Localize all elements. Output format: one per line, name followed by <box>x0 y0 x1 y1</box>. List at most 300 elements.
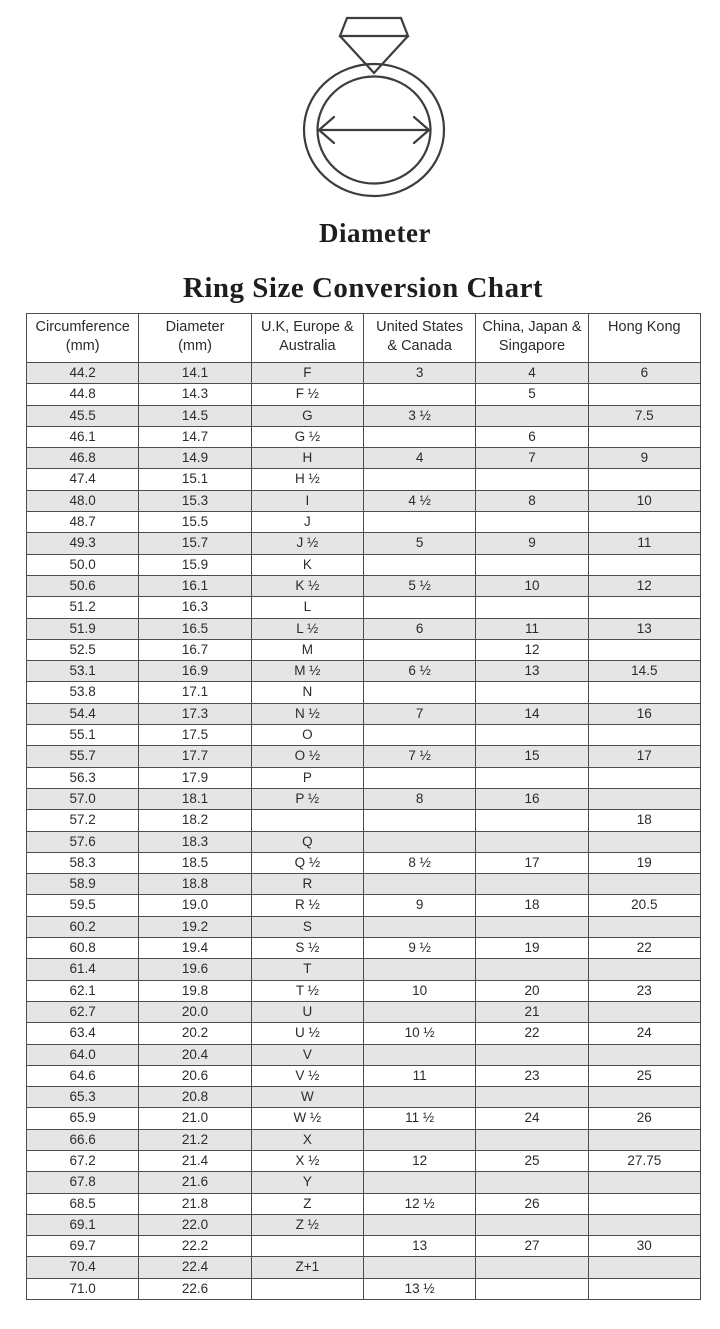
table-row <box>27 426 701 447</box>
table-cell: 8 <box>363 788 475 809</box>
table-cell: 22 <box>588 938 700 959</box>
table-cell: I <box>251 490 363 511</box>
table-cell <box>588 767 700 788</box>
table-cell: 22.6 <box>139 1278 251 1299</box>
table-cell: 24 <box>588 1023 700 1044</box>
table-cell <box>363 426 475 447</box>
table-cell <box>588 1129 700 1150</box>
table-cell <box>363 1087 475 1108</box>
table-cell: G <box>251 405 363 426</box>
table-cell: N <box>251 682 363 703</box>
table-cell: 18.3 <box>139 831 251 852</box>
ring-size-conversion-table <box>26 313 701 1300</box>
table-cell: 67.8 <box>27 1172 139 1193</box>
table-cell: 7 <box>363 703 475 724</box>
table-cell: 27.75 <box>588 1150 700 1171</box>
table-cell: 48.0 <box>27 490 139 511</box>
table-cell <box>363 725 475 746</box>
table-cell: 14.1 <box>139 363 251 384</box>
table-cell: H <box>251 448 363 469</box>
table-cell: 17.7 <box>139 746 251 767</box>
table-cell: U <box>251 1001 363 1022</box>
table-cell <box>476 512 588 533</box>
table-cell <box>476 597 588 618</box>
table-row <box>27 363 701 384</box>
table-row <box>27 1108 701 1129</box>
table-cell: U ½ <box>251 1023 363 1044</box>
table-row <box>27 469 701 490</box>
table-row <box>27 554 701 575</box>
table-cell: 15.5 <box>139 512 251 533</box>
table-row <box>27 916 701 937</box>
table-cell: 15.3 <box>139 490 251 511</box>
table-cell: 69.1 <box>27 1214 139 1235</box>
table-cell: X <box>251 1129 363 1150</box>
table-cell: 60.2 <box>27 916 139 937</box>
table-cell: 62.7 <box>27 1001 139 1022</box>
table-cell: 5 <box>476 384 588 405</box>
table-cell: S <box>251 916 363 937</box>
table-cell: 48.7 <box>27 512 139 533</box>
table-cell <box>476 1172 588 1193</box>
table-cell <box>588 512 700 533</box>
table-row <box>27 831 701 852</box>
table-cell: J <box>251 512 363 533</box>
table-cell: L ½ <box>251 618 363 639</box>
table-row <box>27 1172 701 1193</box>
table-cell: 10 <box>588 490 700 511</box>
table-cell: 14.5 <box>588 661 700 682</box>
table-row <box>27 405 701 426</box>
table-cell <box>363 1172 475 1193</box>
table-cell: 65.3 <box>27 1087 139 1108</box>
table-cell: 53.1 <box>27 661 139 682</box>
table-cell <box>363 831 475 852</box>
table-row <box>27 1257 701 1278</box>
table-cell: 13 <box>588 618 700 639</box>
table-cell: 26 <box>588 1108 700 1129</box>
table-cell: 57.0 <box>27 788 139 809</box>
table-cell: 22.2 <box>139 1236 251 1257</box>
table-cell: 47.4 <box>27 469 139 490</box>
table-row <box>27 788 701 809</box>
table-cell <box>363 597 475 618</box>
column-header: Circumference (mm) <box>27 314 139 363</box>
table-cell: L <box>251 597 363 618</box>
table-cell: 17 <box>588 746 700 767</box>
table-cell: 17.9 <box>139 767 251 788</box>
table-cell: 69.7 <box>27 1236 139 1257</box>
table-cell: Z <box>251 1193 363 1214</box>
table-cell <box>363 512 475 533</box>
table-cell: 49.3 <box>27 533 139 554</box>
table-cell: 66.6 <box>27 1129 139 1150</box>
table-row <box>27 1214 701 1235</box>
table-row <box>27 533 701 554</box>
diameter-arrow-icon <box>319 117 429 143</box>
table-cell <box>588 1193 700 1214</box>
table-cell: 19 <box>588 852 700 873</box>
table-cell <box>588 384 700 405</box>
table-cell <box>363 767 475 788</box>
table-cell: 63.4 <box>27 1023 139 1044</box>
table-cell: 9 <box>476 533 588 554</box>
table-row <box>27 767 701 788</box>
table-row <box>27 959 701 980</box>
table-cell: V ½ <box>251 1065 363 1086</box>
table-cell: G ½ <box>251 426 363 447</box>
table-cell: 19.4 <box>139 938 251 959</box>
table-cell: 17.3 <box>139 703 251 724</box>
table-cell: 44.2 <box>27 363 139 384</box>
table-row <box>27 725 701 746</box>
table-cell: 71.0 <box>27 1278 139 1299</box>
table-cell: 18.2 <box>139 810 251 831</box>
table-row <box>27 448 701 469</box>
table-cell: 16 <box>588 703 700 724</box>
table-cell: 46.1 <box>27 426 139 447</box>
table-cell: 12 <box>476 639 588 660</box>
table-cell: W ½ <box>251 1108 363 1129</box>
table-cell <box>363 810 475 831</box>
table-row <box>27 895 701 916</box>
table-cell <box>588 831 700 852</box>
table-cell <box>476 831 588 852</box>
table-cell: 50.6 <box>27 575 139 596</box>
ring-diagram <box>294 8 454 202</box>
table-cell: 16.1 <box>139 575 251 596</box>
table-cell: 20.4 <box>139 1044 251 1065</box>
table-cell <box>363 384 475 405</box>
table-cell <box>588 597 700 618</box>
table-cell: Q ½ <box>251 852 363 873</box>
table-cell: N ½ <box>251 703 363 724</box>
table-cell: 18.1 <box>139 788 251 809</box>
table-cell <box>251 1278 363 1299</box>
table-row <box>27 852 701 873</box>
table-row <box>27 810 701 831</box>
table-cell <box>476 1129 588 1150</box>
table-cell: 16 <box>476 788 588 809</box>
table-cell <box>476 1044 588 1065</box>
table-cell: 12 <box>363 1150 475 1171</box>
table-cell: 67.2 <box>27 1150 139 1171</box>
table-row <box>27 639 701 660</box>
table-cell <box>588 469 700 490</box>
table-cell: 4 ½ <box>363 490 475 511</box>
table-cell: O ½ <box>251 746 363 767</box>
table-cell: 11 ½ <box>363 1108 475 1129</box>
table-cell <box>588 1214 700 1235</box>
table-cell: 21.6 <box>139 1172 251 1193</box>
table-cell <box>363 1257 475 1278</box>
table-cell: 11 <box>363 1065 475 1086</box>
table-cell: 21.8 <box>139 1193 251 1214</box>
table-cell <box>251 810 363 831</box>
table-cell <box>476 1087 588 1108</box>
table-cell: Z ½ <box>251 1214 363 1235</box>
table-cell: 12 <box>588 575 700 596</box>
table-cell <box>588 639 700 660</box>
table-cell <box>476 916 588 937</box>
table-cell <box>251 1236 363 1257</box>
table-cell: H ½ <box>251 469 363 490</box>
column-header: Hong Kong <box>588 314 700 363</box>
table-cell: 46.8 <box>27 448 139 469</box>
table-cell <box>476 1214 588 1235</box>
table-cell <box>588 1044 700 1065</box>
table-cell: X ½ <box>251 1150 363 1171</box>
table-row <box>27 874 701 895</box>
table-cell: 56.3 <box>27 767 139 788</box>
table-cell <box>363 1129 475 1150</box>
table-cell: 23 <box>588 980 700 1001</box>
table-cell: 13 <box>363 1236 475 1257</box>
table-cell: 24 <box>476 1108 588 1129</box>
table-cell: 4 <box>476 363 588 384</box>
table-row <box>27 703 701 724</box>
table-cell: 14.5 <box>139 405 251 426</box>
table-cell: 20.6 <box>139 1065 251 1086</box>
table-cell: 9 <box>363 895 475 916</box>
table-cell: 50.0 <box>27 554 139 575</box>
table-cell: 14.7 <box>139 426 251 447</box>
table-cell: 8 ½ <box>363 852 475 873</box>
table-cell: 9 ½ <box>363 938 475 959</box>
table-cell <box>588 682 700 703</box>
table-cell: 25 <box>476 1150 588 1171</box>
table-cell <box>363 554 475 575</box>
table-cell <box>476 405 588 426</box>
table-cell: 22.0 <box>139 1214 251 1235</box>
table-cell: 6 <box>588 363 700 384</box>
table-row <box>27 1001 701 1022</box>
table-cell <box>588 1087 700 1108</box>
table-cell <box>588 959 700 980</box>
table-cell <box>588 426 700 447</box>
table-row <box>27 1193 701 1214</box>
table-cell <box>588 874 700 895</box>
diamond-ring-icon <box>294 8 454 202</box>
table-cell <box>363 682 475 703</box>
page-title: Ring Size Conversion Chart <box>182 272 544 304</box>
table-cell <box>476 554 588 575</box>
table-cell: 59.5 <box>27 895 139 916</box>
table-cell: 9 <box>588 448 700 469</box>
table-row <box>27 618 701 639</box>
table-cell <box>588 916 700 937</box>
table-cell: 22 <box>476 1023 588 1044</box>
table-cell: 16.5 <box>139 618 251 639</box>
table-cell: 51.9 <box>27 618 139 639</box>
table-cell: 61.4 <box>27 959 139 980</box>
table-cell: 7.5 <box>588 405 700 426</box>
table-cell: 15.7 <box>139 533 251 554</box>
table-cell: 10 <box>476 575 588 596</box>
table-cell: 25 <box>588 1065 700 1086</box>
table-cell: 57.2 <box>27 810 139 831</box>
table-cell <box>476 469 588 490</box>
table-cell <box>588 1278 700 1299</box>
table-row <box>27 384 701 405</box>
table-cell: 30 <box>588 1236 700 1257</box>
diagram-label: Diameter <box>319 218 431 248</box>
table-cell: 62.1 <box>27 980 139 1001</box>
table-cell <box>476 682 588 703</box>
table-cell <box>588 554 700 575</box>
table-row <box>27 938 701 959</box>
table-cell <box>476 1257 588 1278</box>
table-cell: 57.6 <box>27 831 139 852</box>
table-cell: 45.5 <box>27 405 139 426</box>
table-cell <box>476 810 588 831</box>
table-cell: 14 <box>476 703 588 724</box>
table-row <box>27 512 701 533</box>
table-row <box>27 1129 701 1150</box>
column-header: China, Japan & Singapore <box>476 314 588 363</box>
table-cell: O <box>251 725 363 746</box>
table-body <box>27 363 701 1300</box>
table-cell: 18 <box>588 810 700 831</box>
table-cell <box>363 959 475 980</box>
table-cell: 68.5 <box>27 1193 139 1214</box>
table-cell <box>588 1001 700 1022</box>
table-cell: 65.9 <box>27 1108 139 1129</box>
table-cell: 18 <box>476 895 588 916</box>
table-cell <box>476 1278 588 1299</box>
table-cell: 27 <box>476 1236 588 1257</box>
table-cell: 16.9 <box>139 661 251 682</box>
table-cell <box>363 1044 475 1065</box>
table-cell: T <box>251 959 363 980</box>
table-cell <box>476 874 588 895</box>
table-cell: 70.4 <box>27 1257 139 1278</box>
table-cell: 10 ½ <box>363 1023 475 1044</box>
table-cell: 15.9 <box>139 554 251 575</box>
table-cell: 20 <box>476 980 588 1001</box>
table-cell <box>363 639 475 660</box>
table-cell: 17.1 <box>139 682 251 703</box>
table-row <box>27 1065 701 1086</box>
table-cell <box>363 874 475 895</box>
table-cell: S ½ <box>251 938 363 959</box>
table-cell: 3 ½ <box>363 405 475 426</box>
table-cell: P <box>251 767 363 788</box>
table-cell: T ½ <box>251 980 363 1001</box>
table-cell: 18.8 <box>139 874 251 895</box>
table-cell <box>363 916 475 937</box>
table-row <box>27 1087 701 1108</box>
column-header: United States & Canada <box>363 314 475 363</box>
table-row <box>27 1044 701 1065</box>
table-cell: 18.5 <box>139 852 251 873</box>
table-cell: 14.9 <box>139 448 251 469</box>
table-cell: 11 <box>476 618 588 639</box>
table-cell: 16.3 <box>139 597 251 618</box>
table-row <box>27 1278 701 1299</box>
table-row <box>27 597 701 618</box>
table-cell <box>363 1001 475 1022</box>
table-cell: 21.4 <box>139 1150 251 1171</box>
table-cell: 3 <box>363 363 475 384</box>
table-cell: 64.0 <box>27 1044 139 1065</box>
table-cell: 21 <box>476 1001 588 1022</box>
table-row <box>27 682 701 703</box>
table-cell: 5 ½ <box>363 575 475 596</box>
table-cell: 22.4 <box>139 1257 251 1278</box>
table-row <box>27 575 701 596</box>
table-cell: V <box>251 1044 363 1065</box>
table-cell: 7 ½ <box>363 746 475 767</box>
table-cell: 53.8 <box>27 682 139 703</box>
table-cell: 13 ½ <box>363 1278 475 1299</box>
table-cell: 12 ½ <box>363 1193 475 1214</box>
table-cell: 54.4 <box>27 703 139 724</box>
table-cell: 21.0 <box>139 1108 251 1129</box>
table-cell: 20.2 <box>139 1023 251 1044</box>
table-cell: 19 <box>476 938 588 959</box>
table-cell: 17 <box>476 852 588 873</box>
table-cell: 52.5 <box>27 639 139 660</box>
table-cell: 8 <box>476 490 588 511</box>
table-cell: 51.2 <box>27 597 139 618</box>
table-cell: 15 <box>476 746 588 767</box>
table-cell: 17.5 <box>139 725 251 746</box>
table-cell <box>363 1214 475 1235</box>
table-cell: 20.8 <box>139 1087 251 1108</box>
table-cell <box>588 788 700 809</box>
table-cell: 15.1 <box>139 469 251 490</box>
table-cell: 7 <box>476 448 588 469</box>
table-cell: 19.0 <box>139 895 251 916</box>
table-cell: 5 <box>363 533 475 554</box>
table-cell <box>363 469 475 490</box>
column-header: U.K, Europe & Australia <box>251 314 363 363</box>
table-cell: 13 <box>476 661 588 682</box>
column-header: Diameter (mm) <box>139 314 251 363</box>
table-cell: 20.0 <box>139 1001 251 1022</box>
table-cell: 4 <box>363 448 475 469</box>
table-cell: K ½ <box>251 575 363 596</box>
table-cell: 10 <box>363 980 475 1001</box>
table-cell: W <box>251 1087 363 1108</box>
table-cell: 19.2 <box>139 916 251 937</box>
table-cell <box>588 1257 700 1278</box>
table-cell: Y <box>251 1172 363 1193</box>
table-header <box>27 314 701 363</box>
table-cell: Z+1 <box>251 1257 363 1278</box>
table-cell: P ½ <box>251 788 363 809</box>
table-cell: 55.1 <box>27 725 139 746</box>
table-cell: F ½ <box>251 384 363 405</box>
table-cell: 6 <box>363 618 475 639</box>
table-row <box>27 1150 701 1171</box>
table-cell <box>588 725 700 746</box>
table-cell: F <box>251 363 363 384</box>
table-cell: 55.7 <box>27 746 139 767</box>
table-cell: 6 <box>476 426 588 447</box>
table-cell: 16.7 <box>139 639 251 660</box>
table-cell: 20.5 <box>588 895 700 916</box>
table-row <box>27 1023 701 1044</box>
table-cell <box>476 725 588 746</box>
table-cell: J ½ <box>251 533 363 554</box>
table-row <box>27 980 701 1001</box>
table-cell: 19.8 <box>139 980 251 1001</box>
table-cell <box>476 959 588 980</box>
table-cell: 64.6 <box>27 1065 139 1086</box>
table-cell <box>476 767 588 788</box>
